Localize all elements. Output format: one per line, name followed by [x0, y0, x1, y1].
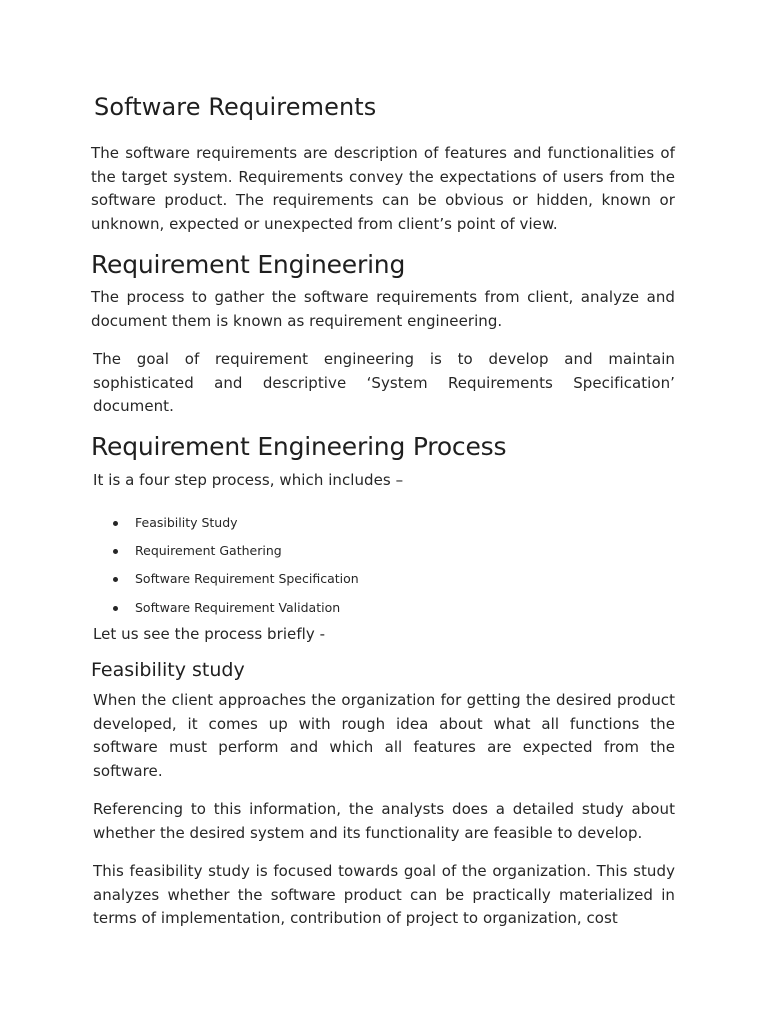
re-paragraph-2: The goal of requirement engineering is to develop and maintain sophisticated and descriptive ‘System Requirements Specification’ document. — [93, 350, 675, 415]
intro-paragraph: The software requirements are description of features and functionalities of the target system. Requirements convey the expectations of users from the software product. The requirements can be obvious or hidden, known or unknown, expected or unexpected from client’s point of view. — [91, 144, 675, 233]
process-outro: Let us see the process briefly - — [93, 625, 326, 643]
bullet-icon — [113, 606, 118, 611]
list-item — [111, 540, 359, 568]
fs-paragraph-2: Referencing to this information, the analysts does a detailed study about whether the desired system and its functionality are feasible to develop. — [93, 800, 675, 842]
heading-requirement-engineering-process: Requirement Engineering Process — [91, 432, 507, 461]
list-item-label: Requirement Gathering — [135, 543, 282, 559]
bullet-icon — [113, 549, 118, 554]
bullet-icon — [113, 577, 118, 582]
list-item — [111, 512, 359, 540]
page-title: Software Requirements — [94, 93, 377, 121]
list-item — [111, 568, 359, 596]
process-steps-list — [111, 512, 359, 625]
re-paragraph-1: The process to gather the software requirements from client, analyze and document them is known as requirement engineering. — [91, 288, 675, 330]
heading-feasibility-study: Feasibility study — [91, 659, 245, 681]
bullet-icon — [113, 521, 118, 526]
list-item — [111, 597, 359, 625]
list-item-label: Feasibility Study — [135, 515, 238, 530]
fs-paragraph-1: When the client approaches the organization for getting the desired product developed, it comes up with rough idea about what all functions the software must perform and which all features are expected from the software. — [93, 691, 675, 780]
heading-requirement-engineering: Requirement Engineering — [91, 250, 406, 279]
list-item-label: Software Requirement Specification — [135, 571, 359, 587]
list-item-label: Software Requirement Validation — [135, 599, 341, 615]
fs-paragraph-3: This feasibility study is focused towards goal of the organization. This study analyzes whether the software product can be practically materialized in terms of implementation, contribution of project to organization, cost — [93, 862, 675, 927]
process-intro: It is a four step process, which includes – — [93, 471, 404, 489]
